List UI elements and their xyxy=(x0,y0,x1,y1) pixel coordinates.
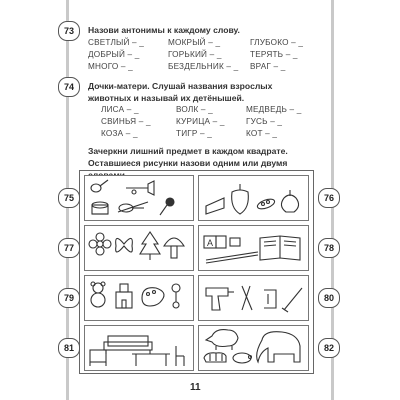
word-item: ГОРЬКИЙ – _ xyxy=(168,50,222,59)
square-79-pictures xyxy=(88,278,188,318)
word-item: ТИГР – _ xyxy=(176,129,213,138)
exercise-number-74: 74 xyxy=(58,77,80,97)
word-item: ДОБРЫЙ – _ xyxy=(88,50,140,59)
word-item: БЕЗДЕЛЬНИК – _ xyxy=(168,62,239,71)
word-item: МНОГО – _ xyxy=(88,62,133,71)
drill-icon xyxy=(206,288,234,310)
ex73-column-2 xyxy=(168,37,238,73)
exercise-number-75: 75 xyxy=(58,188,80,208)
teddy-bear-icon xyxy=(91,282,105,307)
word-item: СВЕТЛЫЙ – _ xyxy=(88,38,145,47)
trumpet-icon xyxy=(126,181,154,195)
clamp-icon xyxy=(264,290,276,308)
word-item: ТЕРЯТЬ – _ xyxy=(250,50,298,59)
ex74-column-2 xyxy=(176,104,225,140)
square-75-pictures xyxy=(88,178,188,218)
table-icon xyxy=(132,354,170,366)
butterfly-icon xyxy=(116,238,133,252)
drum-icon xyxy=(92,202,108,214)
exercise-number-81: 81 xyxy=(58,338,80,358)
page-number: 11 xyxy=(190,382,201,393)
ex73-column-1 xyxy=(88,37,144,73)
word-item: СВИНЬЯ – _ xyxy=(101,117,151,126)
word-item: ЛИСА – _ xyxy=(101,105,139,114)
word-item: КОЗА – _ xyxy=(101,129,138,138)
peas-icon xyxy=(256,197,276,211)
word-item: МЕДВЕДЬ – _ xyxy=(246,105,302,114)
word-item: ВОЛК – _ xyxy=(176,105,213,114)
word-item: МОКРЫЙ – _ xyxy=(168,38,221,47)
exercise-number-80: 80 xyxy=(318,288,340,308)
chair-icon xyxy=(176,346,184,366)
square-81-pictures xyxy=(88,328,188,368)
rhinoceros-icon xyxy=(206,330,238,350)
word-item: КУРИЦА – _ xyxy=(176,117,225,126)
fir-tree-icon xyxy=(140,232,160,260)
book-icon xyxy=(260,236,300,260)
sharpener-icon xyxy=(230,238,240,246)
exercise-number-77: 77 xyxy=(58,238,80,258)
exercise-75-82-instruction: Зачеркни лишний предмет в каждом квадрате. Оставшиеся рисунки назови одним или двумя xyxy=(88,146,288,168)
square-80-pictures xyxy=(202,278,307,318)
rattle-icon xyxy=(172,284,180,308)
exercise-number-76: 76 xyxy=(318,188,340,208)
word-item: ГЛУБОКО – _ xyxy=(250,38,304,47)
mushroom-icon xyxy=(164,238,184,258)
elephant-icon xyxy=(257,332,300,362)
garlic-icon xyxy=(281,190,298,212)
flower-icon xyxy=(89,233,111,255)
word-item: ВРАГ – _ xyxy=(250,62,286,71)
toy-castle-icon xyxy=(116,284,132,308)
guitar-icon xyxy=(91,180,108,192)
pepper-icon xyxy=(232,184,249,214)
square-77-pictures xyxy=(88,228,188,268)
pig-icon xyxy=(233,353,252,363)
word-item: ГУСЬ – _ xyxy=(246,117,283,126)
alphabet-blocks-icon xyxy=(204,236,226,248)
violin-icon xyxy=(118,202,148,212)
microphone-icon xyxy=(160,198,174,215)
exercise-73-instruction: Назови антонимы к каждому слову. xyxy=(88,25,240,35)
word-item: КОТ – _ xyxy=(246,129,278,138)
ex74-column-3 xyxy=(246,104,302,140)
exercise-number-78: 78 xyxy=(318,238,340,258)
svg-text:A: A xyxy=(207,238,214,248)
ruler-icon xyxy=(206,252,258,263)
square-78-pictures xyxy=(202,228,307,268)
exercise-number-79: 79 xyxy=(58,288,80,308)
exercise-number-82: 82 xyxy=(318,338,340,358)
ex74-column-1 xyxy=(101,104,151,140)
square-82-pictures xyxy=(202,326,307,368)
cake-icon xyxy=(206,198,224,214)
pliers-icon xyxy=(242,286,252,310)
screwdriver-icon xyxy=(282,288,302,312)
square-76-pictures xyxy=(202,178,307,218)
exercise-number-73: 73 xyxy=(58,21,80,41)
palette-icon xyxy=(142,288,164,306)
exercise-74-instruction: Дочки-матери. Слушай названия взрослых животных и называй их детёнышей. xyxy=(88,81,273,103)
ex73-column-3 xyxy=(250,37,303,73)
sofa-icon xyxy=(104,336,152,354)
tiger-icon xyxy=(204,353,226,362)
armchair-icon xyxy=(90,350,106,366)
